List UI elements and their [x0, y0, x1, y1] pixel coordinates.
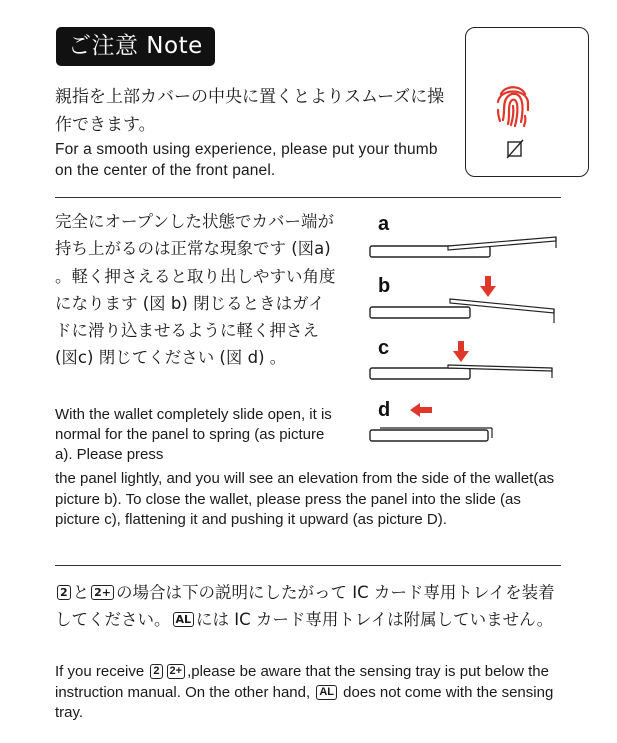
slide-instruction-en-part2: the panel lightly, and you will see an elevation from the side of the wallet(as picture b). To close the wallet, please press the panel into the slide (as picture c), flattening it and pushing it upward (as picture D). [55, 470, 555, 528]
arrow-left-icon [410, 403, 432, 417]
tray-jp-part-a: と [72, 583, 90, 602]
slide-instruction-jp: 完全にオープンした状態でカバー端が持ち上がるのは正常な現象です (図a) 。軽く押さえると取り出しやすい角度になります (図 b) 閉じるときはガイドに滑り込ませるように軽く押さえ (図c) 閉じてください (図 d) 。 [55, 212, 336, 368]
thumb-instruction-en: For a smooth using experience, please put your thumb on the center of the front panel. [55, 141, 438, 179]
tray-en-part-b: ,please be aware that the sensing tray is put below the instruction manual. On the other hand, [55, 663, 549, 701]
badge-2plus: 2+ [91, 585, 114, 600]
slide-instruction-en-part1: With the wallet completely slide open, it is normal for the panel to spring (as picture a). Please press [55, 406, 332, 463]
diagram-b [368, 293, 560, 327]
tray-en-part-c: does not come with the sensing tray. [55, 683, 554, 721]
thumb-instruction-jp: 親指を上部カバーの中央に置くとよりスムーズに操作できます。 [55, 87, 445, 135]
badge-2: 2 [150, 664, 162, 679]
badge-2plus: 2+ [167, 664, 186, 679]
diagram-d [368, 422, 498, 444]
divider-2 [55, 565, 561, 566]
diagram-label-a: a [378, 213, 390, 235]
diagram-a [368, 232, 560, 260]
divider-1 [55, 197, 561, 198]
tray-jp-part-b: の場合は下の説明にしたがって IC カード専用トレイを装着してください。 [55, 583, 555, 630]
badge-al: AL [173, 612, 195, 627]
badge-al: AL [316, 685, 337, 700]
tray-jp-part-c: には IC カード専用トレイは附属していません。 [196, 610, 554, 630]
tray-instruction-jp [55, 579, 565, 634]
diagram-label-c: c [378, 337, 390, 359]
no-fingerprint-icon [505, 139, 525, 159]
tray-en-part-a: If you receive [55, 663, 145, 680]
note-title: ご注意 Note [56, 27, 215, 66]
tray-instruction-en [55, 662, 565, 724]
fingerprint-icon [493, 80, 533, 128]
diagram-label-b: b [378, 275, 391, 297]
diagram-label-d: d [378, 399, 391, 421]
diagram-c [368, 360, 560, 382]
badge-2: 2 [57, 585, 71, 600]
